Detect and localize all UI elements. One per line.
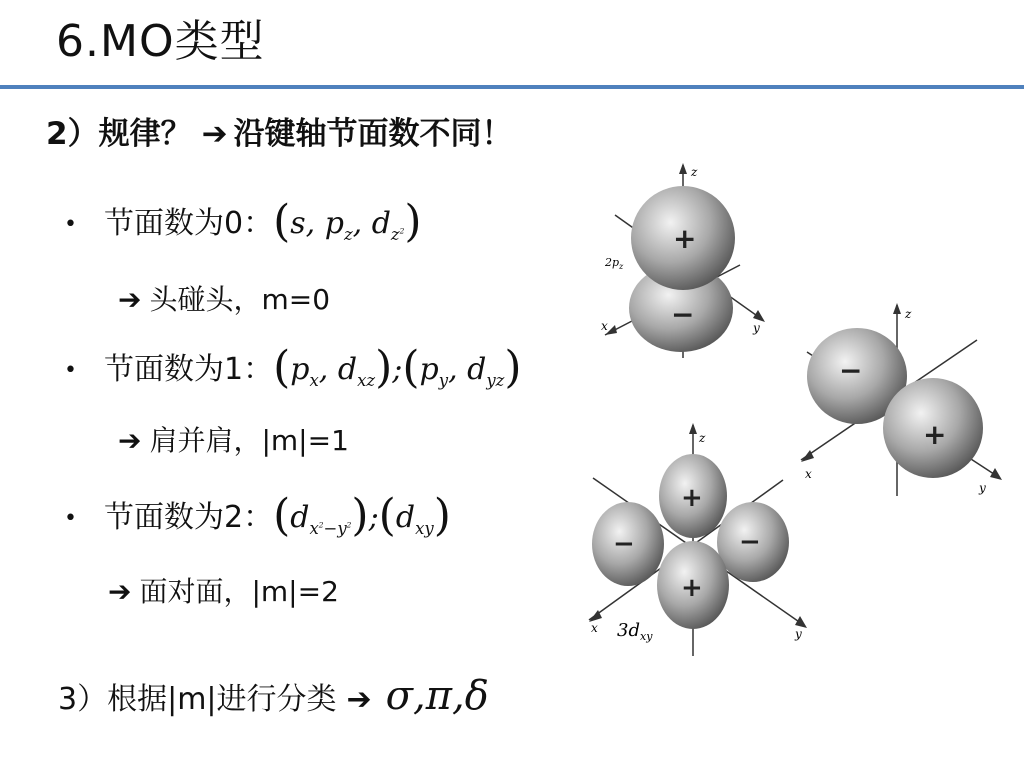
axis-x-label: x: [601, 319, 608, 333]
bullet-sub-1: [118, 421, 349, 461]
heading-text: ）规律？: [67, 116, 192, 152]
bullet-label: 节面数为1：: [104, 352, 274, 387]
bullet-item-1: [64, 342, 522, 403]
dxz-orbital-figure: [795, 300, 1010, 500]
plus-sign: +: [681, 573, 703, 603]
pz-label-main: 2p: [605, 256, 620, 269]
axis-z-label: z: [691, 165, 698, 179]
bullet-sub-2: [108, 572, 339, 612]
pz-label-sub: z: [619, 262, 624, 271]
axis-y-label: y: [753, 321, 760, 335]
dxy-label-sub: xy: [639, 630, 653, 643]
page-title: 6.MO类型: [56, 16, 265, 67]
formula-1: ($p_x$, $d_{xz});(p_y$, $d_{yz}$): [273, 342, 522, 393]
dxy-orbital-figure: [583, 420, 818, 660]
heading-rule: 沿键轴节面数不同！: [233, 116, 513, 152]
formula-2: $(d_{x^2-y^2});(d_{xy})$: [273, 490, 451, 541]
bullet-sub-0: [118, 280, 330, 320]
axis-z-label: z: [699, 431, 706, 445]
dxy-label-main: 3d: [617, 620, 640, 641]
heading-number: 2: [46, 116, 68, 152]
dxy-label: [617, 620, 653, 643]
z-axis-arrow-icon: [893, 303, 901, 314]
bullet-item-2: [64, 490, 451, 551]
section-heading: [46, 112, 513, 156]
y-axis-arrow-icon: [990, 468, 1002, 480]
arrow-icon: ➔: [346, 682, 372, 717]
plus-sign: +: [923, 418, 947, 451]
bullet-label: 节面数为0：: [104, 206, 274, 241]
bullet-dot-icon: •: [64, 211, 77, 237]
bullet-dot-icon: •: [64, 357, 77, 383]
axis-y-label: y: [979, 481, 986, 495]
plus-sign: +: [681, 483, 703, 513]
axis-x-label: x: [591, 621, 598, 635]
footer-text: 3）根据|m|进行分类: [58, 682, 337, 717]
plus-sign: +: [673, 222, 697, 255]
greek-symbols: σ,π,δ: [385, 673, 489, 719]
minus-sign: −: [839, 354, 863, 387]
bullet-sub-text: 头碰头，m=0: [149, 283, 331, 316]
bullet-sub-text: 肩并肩，|m|=1: [149, 424, 349, 457]
axis-z-label: z: [905, 307, 912, 321]
minus-sign: −: [613, 529, 635, 559]
pz-orbital-figure: [595, 160, 785, 360]
z-axis-arrow-icon: [679, 163, 687, 174]
axis-y-label: y: [795, 627, 802, 641]
pz-label: [604, 256, 624, 271]
bullet-label: 节面数为2：: [104, 500, 274, 535]
minus-sign: −: [671, 298, 695, 331]
z-axis-arrow-icon: [689, 423, 697, 434]
axis-x-label: x: [805, 467, 812, 481]
minus-sign: −: [739, 527, 761, 557]
footer-line: [58, 672, 489, 724]
formula-0: (s, $p_z$, $d_{z^2}$): [273, 196, 422, 247]
arrow-icon: ➔: [118, 424, 142, 457]
arrow-icon: ➔: [118, 283, 142, 316]
arrow-icon: ➔: [201, 116, 228, 152]
title-divider: [0, 85, 1024, 89]
arrow-icon: ➔: [108, 575, 132, 608]
bullet-sub-text: 面对面，|m|=2: [139, 575, 339, 608]
bullet-item-0: [64, 196, 422, 257]
bullet-dot-icon: •: [64, 505, 77, 531]
